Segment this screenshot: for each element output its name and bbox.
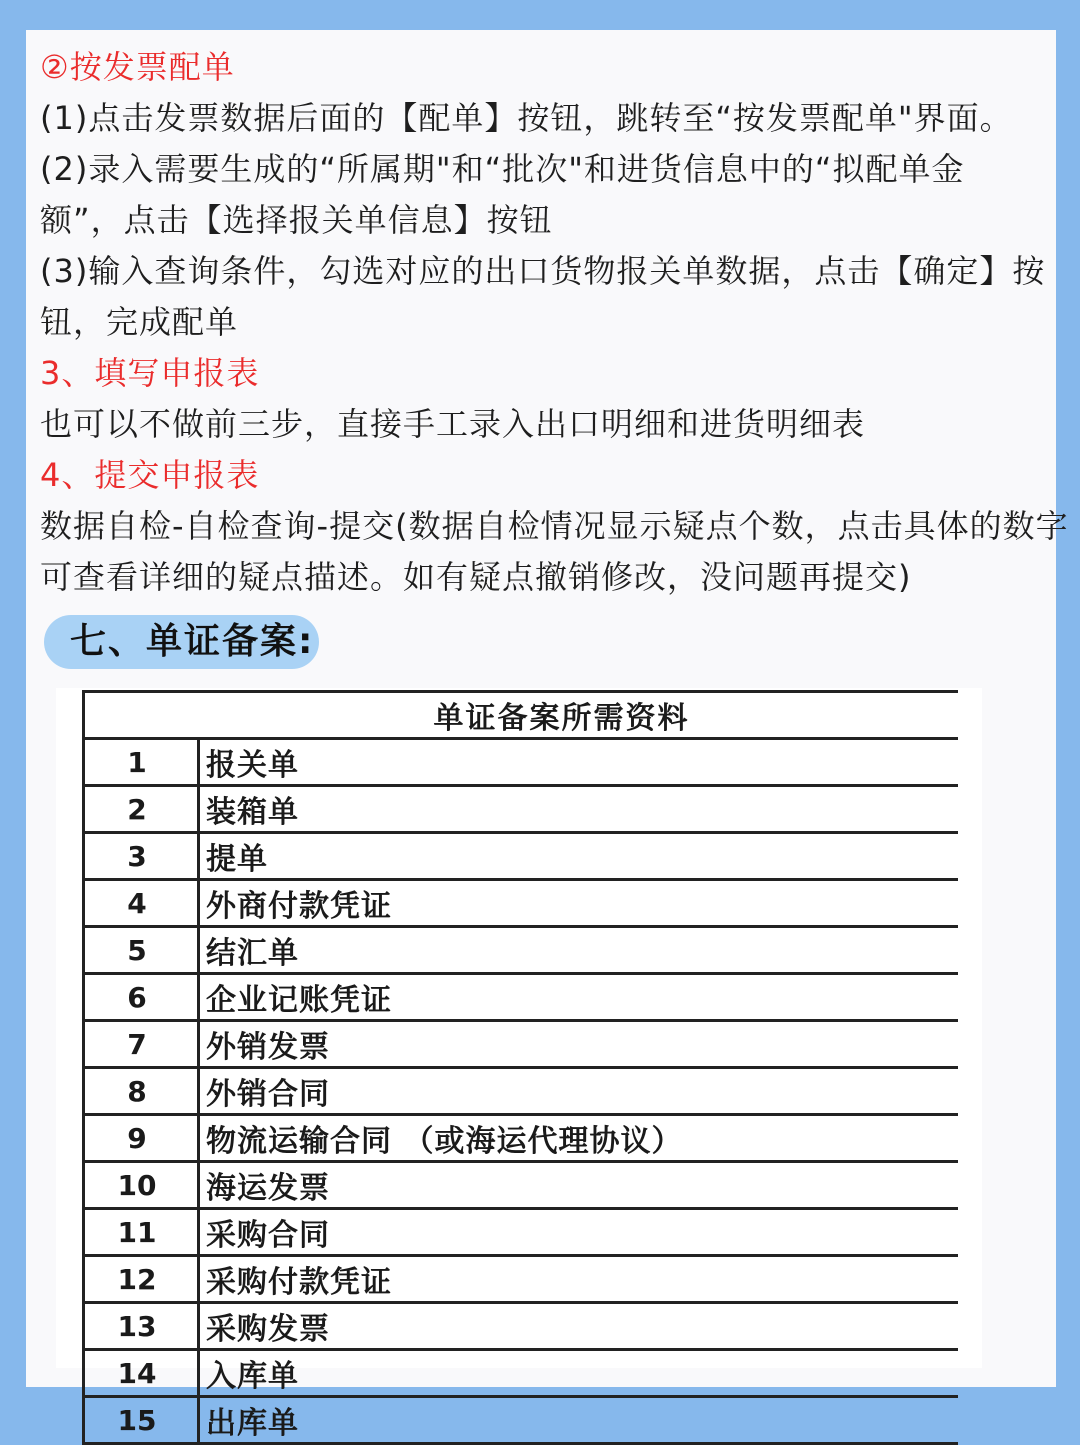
table-row (84, 786, 959, 833)
row-document-name: 入库单 (199, 1350, 959, 1397)
table-row (84, 880, 959, 927)
table-row (84, 1256, 959, 1303)
row-number: 14 (84, 1350, 199, 1397)
table-body (84, 739, 959, 1444)
row-document-name: 外商付款凭证 (199, 880, 959, 927)
row-number: 6 (84, 974, 199, 1021)
row-number: 9 (84, 1115, 199, 1162)
row-document-name: 外销发票 (199, 1021, 959, 1068)
table-row (84, 1068, 959, 1115)
step-3-text: (3)输入查询条件，勾选对应的出口货物报关单数据，点击【确定】按 (40, 252, 1046, 290)
row-document-name: 结汇单 (199, 927, 959, 974)
table-row (84, 1115, 959, 1162)
table-row (84, 1162, 959, 1209)
table-row (84, 974, 959, 1021)
section-4-body-line2: 可查看详细的疑点描述。如有疑点撤销修改，没问题再提交) (40, 558, 912, 596)
row-number: 2 (84, 786, 199, 833)
row-document-name: 物流运输合同 （或海运代理协议） (199, 1115, 959, 1162)
step-2-text: (2)录入需要生成的“所属期"和“批次"和进货信息中的“拟配单金 (40, 150, 965, 188)
row-document-name: 采购合同 (199, 1209, 959, 1256)
table-row (84, 1350, 959, 1397)
row-number: 5 (84, 927, 199, 974)
step-1-text: (1)点击发票数据后面的【配单】按钮，跳转至“按发票配单"界面。 (40, 99, 1013, 137)
text-block (40, 42, 1069, 603)
row-document-name: 出库单 (199, 1397, 959, 1444)
row-document-name: 海运发票 (199, 1162, 959, 1209)
table-row (84, 1209, 959, 1256)
row-number: 15 (84, 1397, 199, 1444)
row-document-name: 采购付款凭证 (199, 1256, 959, 1303)
row-number: 7 (84, 1021, 199, 1068)
row-number: 3 (84, 833, 199, 880)
section-7-badge (44, 615, 319, 669)
table-row (84, 1303, 959, 1350)
row-document-name: 企业记账凭证 (199, 974, 959, 1021)
row-document-name: 提单 (199, 833, 959, 880)
row-number: 10 (84, 1162, 199, 1209)
sub-heading-invoice-matching: ②按发票配单 (40, 48, 235, 86)
table-row (84, 739, 959, 786)
row-number: 8 (84, 1068, 199, 1115)
step-2-text-cont: 额”，点击【选择报关单信息】按钮 (40, 201, 553, 239)
row-number: 4 (84, 880, 199, 927)
section-4-heading: 4、提交申报表 (40, 456, 260, 494)
table-title: 单证备案所需资料 (84, 692, 959, 739)
row-number: 1 (84, 739, 199, 786)
table-header-row (84, 692, 959, 739)
section-7-title: 七、单证备案: (70, 621, 315, 662)
table-row (84, 1397, 959, 1444)
row-number: 13 (84, 1303, 199, 1350)
table-row (84, 927, 959, 974)
table-row (84, 833, 959, 880)
section-3-body: 也可以不做前三步，直接手工录入出口明细和进货明细表 (40, 405, 866, 443)
section-3-heading: 3、填写申报表 (40, 354, 260, 392)
documents-table-image (56, 688, 982, 1441)
row-document-name: 采购发票 (199, 1303, 959, 1350)
row-number: 11 (84, 1209, 199, 1256)
documents-table (82, 690, 958, 1445)
row-number: 12 (84, 1256, 199, 1303)
section-4-body-line1: 数据自检-自检查询-提交(数据自检情况显示疑点个数，点击具体的数字 (40, 507, 1069, 545)
table-row (84, 1021, 959, 1068)
row-document-name: 装箱单 (199, 786, 959, 833)
content-card (26, 30, 1069, 1441)
row-document-name: 外销合同 (199, 1068, 959, 1115)
step-3-text-cont: 钮，完成配单 (40, 303, 239, 341)
row-document-name: 报关单 (199, 739, 959, 786)
